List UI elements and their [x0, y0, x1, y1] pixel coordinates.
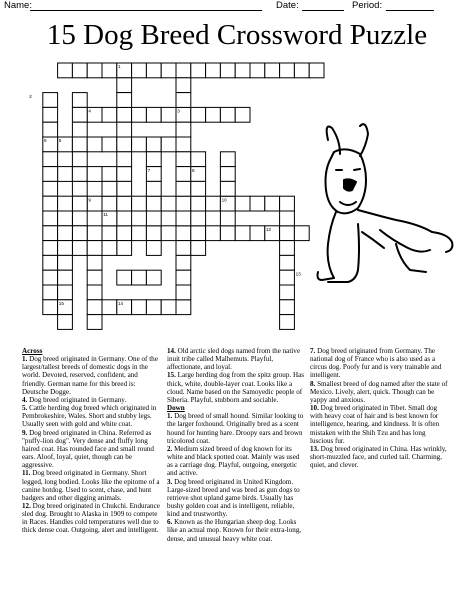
grid-cell[interactable]	[280, 226, 295, 241]
clue-item	[22, 404, 162, 428]
grid-cell[interactable]	[146, 181, 161, 196]
grid-cell[interactable]	[117, 226, 132, 241]
grid-cell[interactable]	[176, 63, 191, 78]
clue-number: 5.	[22, 404, 30, 413]
grid-cell[interactable]	[176, 167, 191, 182]
grid-cell[interactable]	[191, 181, 206, 196]
grid-number: 6	[44, 138, 47, 144]
grid-cell[interactable]	[176, 152, 191, 167]
grid-cell[interactable]	[191, 63, 206, 78]
grid-cell[interactable]	[161, 226, 176, 241]
clue-number: 12.	[22, 501, 33, 510]
grid-cell[interactable]	[280, 63, 295, 78]
grid-cell[interactable]	[72, 226, 87, 241]
grid-cell[interactable]	[176, 78, 191, 93]
grid-number: 11	[103, 212, 108, 218]
grid-cell[interactable]	[117, 196, 132, 211]
grid-cell[interactable]	[191, 211, 206, 226]
grid-cell[interactable]	[280, 255, 295, 270]
grid-cell[interactable]	[250, 63, 265, 78]
grid-cell[interactable]	[146, 196, 161, 211]
grid-cell[interactable]	[72, 181, 87, 196]
grid-cell[interactable]	[117, 137, 132, 152]
clue-item	[22, 355, 162, 396]
grid-cell[interactable]	[235, 196, 250, 211]
grid-cell[interactable]	[146, 270, 161, 285]
grid-cell[interactable]	[43, 211, 58, 226]
clue-item	[22, 429, 162, 470]
grid-cell[interactable]	[206, 63, 221, 78]
clue-text: Dog breed of small hound. Similar looking to the larger foxhound. Originally bred as a scent hound for hunting hare. Droopy ears and brown tricolored coat.	[167, 412, 304, 445]
grid-cell[interactable]	[43, 196, 58, 211]
down-clue-list-continued	[310, 347, 450, 469]
clue-number: 7.	[310, 347, 318, 355]
grid-cell[interactable]	[117, 181, 132, 196]
grid-cell[interactable]	[176, 122, 191, 137]
grid-cell[interactable]	[117, 211, 132, 226]
grid-cell[interactable]	[43, 107, 58, 122]
grid-cell[interactable]	[250, 196, 265, 211]
grid-cell[interactable]	[117, 78, 132, 93]
grid-cell[interactable]	[132, 63, 147, 78]
grid-cell[interactable]	[58, 255, 73, 270]
down-clue-list	[167, 412, 305, 543]
grid-cell[interactable]	[206, 196, 221, 211]
grid-number: 9	[88, 197, 91, 203]
grid-cell[interactable]	[176, 93, 191, 108]
grid-cell[interactable]	[58, 241, 73, 256]
clue-number: 9.	[22, 428, 30, 437]
grid-cell[interactable]	[87, 270, 102, 285]
clue-item	[22, 502, 162, 535]
grid-cell[interactable]	[43, 226, 58, 241]
grid-number: 14	[118, 301, 124, 306]
grid-cell[interactable]	[102, 167, 117, 182]
grid-cell[interactable]	[87, 255, 102, 270]
grid-cell[interactable]	[72, 152, 87, 167]
clue-text: Dog breed originated in Germany.	[29, 395, 127, 404]
grid-cell[interactable]	[280, 241, 295, 256]
grid-cell[interactable]	[235, 63, 250, 78]
clue-item	[167, 371, 305, 404]
grid-cell[interactable]	[87, 137, 102, 152]
grid-cell[interactable]	[220, 107, 235, 122]
grid-cell[interactable]	[280, 285, 295, 300]
clue-number: 13.	[310, 444, 321, 453]
grid-cell[interactable]	[102, 107, 117, 122]
grid-cell[interactable]	[265, 196, 280, 211]
clue-text: Dog breed originated in China. Referred as "puffy-lion dog". Very dense and fluffy long haired coat. Has rounded face and small round ears. Aloof, loyal, quiet, though can be aggressive.	[22, 428, 154, 470]
grid-number: 12	[266, 227, 272, 232]
grid-cell[interactable]	[87, 63, 102, 78]
grid-cell[interactable]	[220, 152, 235, 167]
grid-cell[interactable]	[117, 270, 132, 285]
clue-item	[310, 380, 450, 404]
down-heading: Down	[167, 404, 185, 413]
name-label: Name:	[4, 0, 32, 11]
grid-cell[interactable]	[309, 63, 324, 78]
grid-cell[interactable]	[102, 241, 117, 256]
clue-item	[167, 347, 305, 371]
grid-cell[interactable]	[58, 63, 73, 78]
grid-cell[interactable]	[132, 107, 147, 122]
grid-cell[interactable]	[72, 167, 87, 182]
grid-cell[interactable]	[146, 241, 161, 256]
grid-cell[interactable]	[132, 137, 147, 152]
clues-column-1	[22, 347, 162, 535]
grid-cell[interactable]	[117, 241, 132, 256]
clue-number: 1.	[167, 412, 175, 421]
grid-cell[interactable]	[176, 241, 191, 256]
grid-cell[interactable]	[191, 152, 206, 167]
grid-number: 2	[29, 93, 32, 99]
grid-cell[interactable]	[191, 226, 206, 241]
grid-cell[interactable]	[176, 270, 191, 285]
grid-cell[interactable]	[58, 226, 73, 241]
grid-cell[interactable]	[280, 196, 295, 211]
grid-cell[interactable]	[102, 181, 117, 196]
grid-cell[interactable]	[87, 167, 102, 182]
grid-cell[interactable]	[161, 196, 176, 211]
grid-cell[interactable]	[87, 241, 102, 256]
grid-cell[interactable]	[72, 93, 87, 108]
grid-cell[interactable]	[176, 300, 191, 315]
grid-cell[interactable]	[176, 181, 191, 196]
grid-number: 8	[192, 167, 195, 173]
grid-number: 3	[177, 108, 180, 114]
grid-cell[interactable]	[132, 226, 147, 241]
grid-cell[interactable]	[58, 167, 73, 182]
grid-cell[interactable]	[280, 315, 295, 330]
grid-cell[interactable]	[58, 285, 73, 300]
clue-item	[167, 412, 305, 445]
grid-cell[interactable]	[58, 315, 73, 330]
grid-cell[interactable]	[87, 315, 102, 330]
grid-cell[interactable]	[235, 226, 250, 241]
grid-cell[interactable]	[176, 211, 191, 226]
grid-number: 15	[58, 301, 64, 306]
grid-cell[interactable]	[146, 63, 161, 78]
grid-cell[interactable]	[43, 181, 58, 196]
clue-number: 14.	[167, 347, 178, 355]
grid-cell[interactable]	[161, 137, 176, 152]
grid-cell[interactable]	[87, 226, 102, 241]
clue-text: Known as the Hungarian sheep dog. Looks like an actual mop. Known for their extra-long, dense, and unusual heavy white coat.	[167, 518, 302, 543]
clue-number: 4.	[22, 395, 30, 404]
clue-number: 2.	[167, 444, 175, 453]
clue-number: 3.	[167, 477, 175, 486]
grid-cell[interactable]	[43, 255, 58, 270]
clue-text: Large herding dog from the spitz group. Has thick, white, double-layer coat. Looks like a cloud. Name based on the Samoyedic people of Siberia. Playful, stubborn and sociable.	[167, 371, 304, 404]
grid-number: 7	[147, 167, 151, 173]
grid-cell[interactable]	[102, 137, 117, 152]
clue-text: Old arctic sled dogs named from the native inuit tribe called Malhemuts. Playful, affectionate, and loyal.	[167, 347, 300, 372]
grid-cell[interactable]	[102, 196, 117, 211]
grid-number: 1	[118, 64, 121, 70]
clue-text: Medium sized breed of dog known for its white and black spotted coat. Mainly was used as a carriage dog. Playful, outgoing, energetic and active.	[167, 444, 300, 478]
grid-cell[interactable]	[43, 285, 58, 300]
grid-cell[interactable]	[176, 285, 191, 300]
clue-item	[167, 445, 305, 478]
clue-item	[310, 347, 450, 380]
clue-text: Smallest breed of dog named after the state of Mexico. Lively, alert, quick. Though can be yappy and anxious.	[310, 379, 448, 404]
clue-text: Dog breed originated in Chukchi. Endurance sled dog. Brought to Alaska in 1909 to compete in Races. Handles cold temperatures well due to thick dense coat. Outgoing, alert and intelligent.	[22, 501, 160, 535]
grid-cell[interactable]	[117, 122, 132, 137]
across-clue-list	[22, 355, 162, 534]
across-clue-list-continued	[167, 347, 305, 404]
clue-number: 1.	[22, 355, 30, 364]
grid-cell[interactable]	[161, 107, 176, 122]
grid-cell[interactable]	[72, 107, 87, 122]
grid-cell[interactable]	[191, 241, 206, 256]
grid-cell[interactable]	[117, 107, 132, 122]
grid-cell[interactable]	[206, 226, 221, 241]
grid-cell[interactable]	[43, 167, 58, 182]
grid-cell[interactable]	[72, 63, 87, 78]
grid-cell[interactable]	[43, 241, 58, 256]
clue-text: Dog breed originated in Tibet. Small dog with heavy coat of hair and is best known for intelligence, hearing, and kindness. It is often mistaken with the Shih Tzu and has long luscious fur.	[310, 404, 440, 445]
grid-cell[interactable]	[176, 255, 191, 270]
grid-cell[interactable]	[132, 300, 147, 315]
grid-cell[interactable]	[87, 300, 102, 315]
grid-cell[interactable]	[220, 63, 235, 78]
grid-cell[interactable]	[117, 93, 132, 108]
clue-text: Dog breed originated in Germany. One of the largest/tallest breeds of domestic dogs in the world. Devoted, reserved, confident, and friendly. German name for this breed is: Deutsche Dogge.	[22, 355, 158, 396]
clue-item	[22, 396, 162, 404]
grid-cell[interactable]	[117, 167, 132, 182]
grid-cell[interactable]	[72, 196, 87, 211]
grid-cell[interactable]	[280, 211, 295, 226]
grid-cell[interactable]	[102, 226, 117, 241]
grid-cell[interactable]	[132, 196, 147, 211]
grid-cell[interactable]	[220, 226, 235, 241]
grid-cell[interactable]	[87, 285, 102, 300]
grid-cell[interactable]	[191, 196, 206, 211]
grid-cell[interactable]	[220, 211, 235, 226]
grid-cell[interactable]	[43, 93, 58, 108]
clue-number: 15.	[167, 371, 178, 380]
clue-number: 10.	[310, 404, 321, 413]
grid-cell[interactable]	[58, 211, 73, 226]
clue-text: Dog breed originated in United Kingdom. Large-sized breed and was bred as gun dogs to retrieve shot upland game birds. Usually has bushy golden coat and is intelligent, reliable, kind and trustworthy.	[167, 477, 300, 519]
grid-cell[interactable]	[235, 107, 250, 122]
grid-cell[interactable]	[72, 137, 87, 152]
clues-column-3	[310, 347, 450, 469]
grid-cell[interactable]	[58, 196, 73, 211]
grid-cell[interactable]	[176, 196, 191, 211]
clues-column-2	[167, 347, 305, 543]
clue-item	[310, 404, 450, 445]
page-title: 15 Dog Breed Crossword Puzzle	[46, 19, 428, 51]
grid-cell[interactable]	[191, 107, 206, 122]
grid-cell[interactable]	[102, 63, 117, 78]
grid-cell[interactable]	[280, 300, 295, 315]
dog-illustration	[300, 120, 460, 290]
grid-cell[interactable]	[250, 226, 265, 241]
grid-number: 4	[88, 108, 91, 114]
grid-cell[interactable]	[43, 122, 58, 137]
grid-cell[interactable]	[117, 152, 132, 167]
grid-cell[interactable]	[72, 211, 87, 226]
grid-cell[interactable]	[58, 270, 73, 285]
grid-cell[interactable]	[176, 137, 191, 152]
clue-number: 11.	[22, 469, 33, 478]
grid-cell[interactable]	[220, 167, 235, 182]
clue-text: Dog breed originated in China. Has wrinkly, short-muzzled face, and curled tail. Charming, quiet, and clever.	[310, 444, 447, 470]
clue-text: Dog breed originated from Germany. The national dog of France who is also used as a circus dog. Poofy fur and is very trainable and intelligent.	[310, 347, 442, 380]
clue-text: Dog breed originated in Germany. Short legged, long bodied. Looks like the epitome of a canine hotdog. Used to scent, chase, and hunt badgers and other digging animals.	[22, 469, 160, 502]
grid-cell[interactable]	[265, 63, 280, 78]
grid-cell[interactable]	[132, 270, 147, 285]
grid-number: 13	[295, 271, 301, 277]
grid-cell[interactable]	[146, 226, 161, 241]
grid-cell[interactable]	[206, 107, 221, 122]
grid-cell[interactable]	[220, 181, 235, 196]
grid-cell[interactable]	[102, 300, 117, 315]
grid-cell[interactable]	[294, 63, 309, 78]
grid-cell[interactable]	[72, 122, 87, 137]
clue-item	[167, 518, 305, 542]
grid-cell[interactable]	[146, 137, 161, 152]
grid-cell[interactable]	[161, 300, 176, 315]
clue-item	[167, 478, 305, 519]
grid-cell[interactable]	[161, 63, 176, 78]
grid-cell[interactable]	[146, 107, 161, 122]
grid-cell[interactable]	[280, 270, 295, 285]
clue-number: 6.	[167, 518, 175, 527]
grid-cell[interactable]	[146, 152, 161, 167]
clue-text: Cattle herding dog breed which originated in Pembrokeshire, Wales. Short and stubby legs. Usually seen with gold and white coat.	[22, 404, 157, 429]
grid-number: 5	[58, 138, 62, 144]
period-label: Period:	[352, 0, 383, 11]
clue-item	[22, 469, 162, 502]
grid-cell[interactable]	[176, 226, 191, 241]
grid-cell[interactable]	[43, 270, 58, 285]
across-heading: Across	[22, 347, 43, 355]
grid-cell[interactable]	[146, 300, 161, 315]
grid-number: 10	[221, 197, 227, 203]
grid-cell[interactable]	[43, 300, 58, 315]
grid-cell[interactable]	[43, 152, 58, 167]
date-label: Date:	[276, 0, 299, 11]
grid-cell[interactable]	[146, 211, 161, 226]
clue-number: 8.	[310, 379, 318, 388]
clue-item	[310, 445, 450, 469]
grid-cell[interactable]	[72, 241, 87, 256]
